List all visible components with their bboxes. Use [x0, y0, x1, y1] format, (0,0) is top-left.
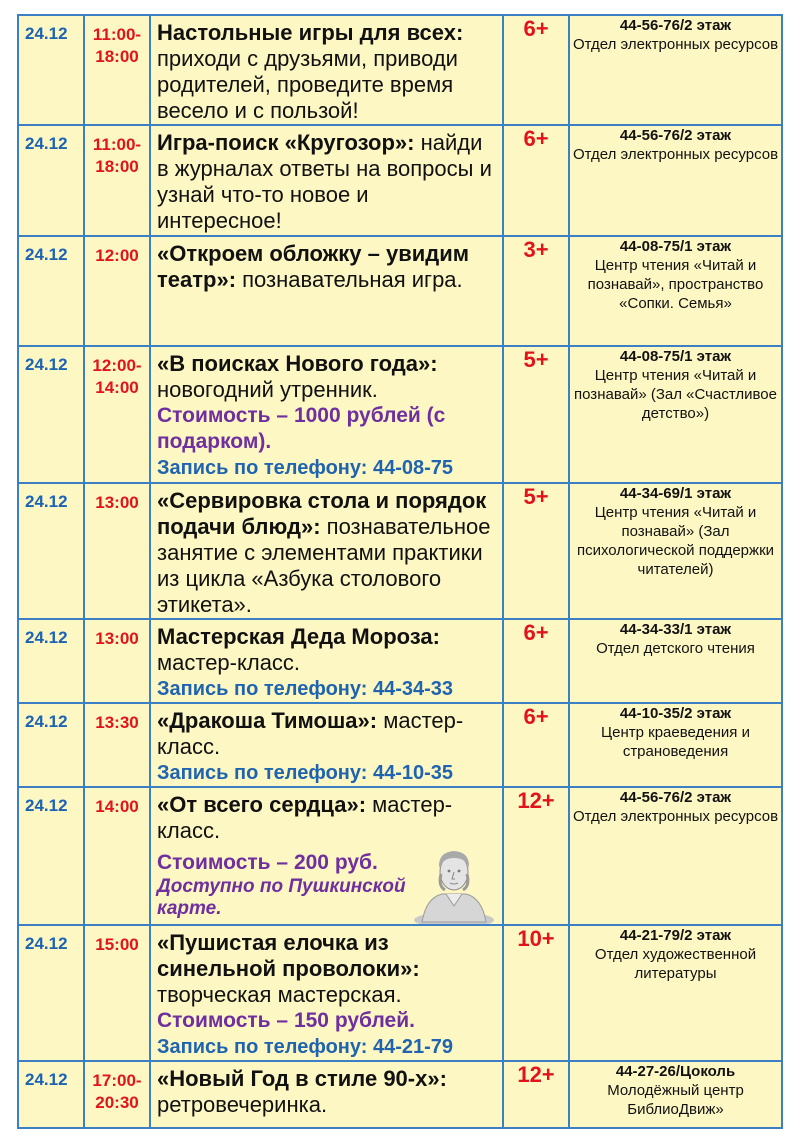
- age-rating: 12+: [503, 787, 569, 925]
- description-cell: [150, 619, 503, 703]
- event-time: 13:00: [95, 629, 139, 648]
- event-text: мастер-класс.: [157, 650, 301, 675]
- location-name: Центр краеведения и страноведения: [601, 724, 750, 760]
- time-cell: [84, 703, 150, 787]
- event-text: новогодний утренник.: [157, 377, 378, 402]
- location-phone: 44-56-76/2 этаж: [619, 127, 732, 144]
- location-cell: [569, 1061, 782, 1128]
- event-text: познавательное занятие с элементами практики из цикла «Азбука столового этикета».: [157, 514, 491, 617]
- event-text: мастер-класс.: [157, 792, 453, 843]
- location-cell: [569, 483, 782, 619]
- event-title: Мастерская Деда Мороза:: [157, 624, 440, 649]
- event-row: [18, 125, 782, 236]
- description-cell: [150, 925, 503, 1061]
- description-cell: [150, 1061, 503, 1128]
- age-rating: 12+: [503, 1061, 569, 1128]
- event-row: [18, 236, 782, 346]
- event-time: 12:00: [95, 246, 139, 265]
- event-time: 11:00-18:00: [92, 25, 142, 66]
- event-title: Настольные игры для всех:: [157, 20, 464, 45]
- age-rating: 10+: [503, 925, 569, 1061]
- location-name: Отдел детского чтения: [596, 640, 755, 657]
- location-name: Отдел электронных ресурсов: [572, 146, 779, 163]
- event-text: творческая мастерская.: [157, 982, 402, 1007]
- time-cell: [84, 483, 150, 619]
- location-name: Центр чтения «Читай и познавай», пространство «Сопки. Семья»: [587, 257, 764, 312]
- event-title: «Дракоша Тимоша»:: [157, 708, 378, 733]
- location-name: Центр чтения «Читай и познавай» (Зал психологической поддержки читателей): [576, 504, 775, 578]
- event-row: [18, 703, 782, 787]
- event-date: 24.12: [25, 492, 68, 511]
- event-price: Стоимость – 150 рублей.: [157, 1009, 415, 1032]
- date-cell: [18, 1061, 84, 1128]
- event-title: «Откроем обложку – увидим театр»:: [157, 241, 470, 292]
- event-date: 24.12: [25, 796, 68, 815]
- event-row: [18, 619, 782, 703]
- location-name: Отдел художественной литературы: [594, 946, 757, 982]
- date-cell: [18, 925, 84, 1061]
- location-name: Центр чтения «Читай и познавай» (Зал «Счастливое детство»): [574, 367, 777, 422]
- event-text: приходи с друзьями, приводи родителей, проведите время весело и с пользой!: [157, 46, 458, 123]
- time-cell: [84, 236, 150, 346]
- date-cell: [18, 483, 84, 619]
- date-cell: [18, 125, 84, 236]
- event-time: 15:00: [95, 935, 139, 954]
- location-phone: 44-08-75/1 этаж: [619, 348, 732, 365]
- event-time: 13:00: [95, 493, 139, 512]
- event-title: «Новый Год в стиле 90-х»:: [157, 1066, 447, 1091]
- event-signup-phone: Запись по телефону: 44-34-33: [157, 678, 454, 700]
- event-price: Стоимость – 200 руб.: [157, 851, 378, 874]
- event-date: 24.12: [25, 24, 68, 43]
- pushkin-bust-icon: [412, 840, 496, 924]
- time-cell: [84, 15, 150, 125]
- location-cell: [569, 236, 782, 346]
- event-row: [18, 787, 782, 925]
- event-date: 24.12: [25, 245, 68, 264]
- location-name: Отдел электронных ресурсов: [572, 36, 779, 53]
- event-title: «В поисках Нового года»:: [157, 351, 438, 376]
- location-cell: [569, 787, 782, 925]
- location-phone: 44-21-79/2 этаж: [619, 927, 732, 944]
- age-rating: 6+: [503, 15, 569, 125]
- event-time: 17:00-20:30: [92, 1071, 142, 1112]
- location-phone: 44-56-76/2 этаж: [619, 17, 732, 34]
- event-text: познавательная игра.: [236, 267, 463, 292]
- description-cell: [150, 236, 503, 346]
- description-cell: [150, 787, 503, 925]
- event-signup-phone: Запись по телефону: 44-21-79: [157, 1036, 454, 1058]
- event-row: [18, 483, 782, 619]
- age-rating: 5+: [503, 483, 569, 619]
- event-title: Игра-поиск «Кругозор»:: [157, 130, 415, 155]
- event-signup-phone: Запись по телефону: 44-08-75: [157, 457, 454, 479]
- description-cell: [150, 703, 503, 787]
- date-cell: [18, 236, 84, 346]
- time-cell: [84, 787, 150, 925]
- location-phone: 44-56-76/2 этаж: [619, 789, 732, 806]
- date-cell: [18, 346, 84, 483]
- event-date: 24.12: [25, 134, 68, 153]
- location-phone: 44-27-26/Цоколь: [615, 1063, 736, 1080]
- date-cell: [18, 15, 84, 125]
- description-cell: [150, 125, 503, 236]
- event-time: 12:00-14:00: [92, 356, 142, 397]
- event-date: 24.12: [25, 355, 68, 374]
- event-title: «От всего сердца»:: [157, 792, 367, 817]
- time-cell: [84, 346, 150, 483]
- location-name: Отдел электронных ресурсов: [572, 808, 779, 825]
- event-price: Стоимость – 1000 рублей (с подарком).: [157, 404, 446, 453]
- location-phone: 44-34-69/1 этаж: [619, 485, 732, 502]
- event-signup-phone: Запись по телефону: 44-10-35: [157, 762, 454, 784]
- age-rating: 6+: [503, 125, 569, 236]
- date-cell: [18, 703, 84, 787]
- pushkin-card-note: Доступно по Пушкинской карте.: [157, 876, 406, 919]
- location-cell: [569, 125, 782, 236]
- event-date: 24.12: [25, 712, 68, 731]
- event-row: [18, 1061, 782, 1128]
- event-time: 14:00: [95, 797, 139, 816]
- age-rating: 6+: [503, 703, 569, 787]
- event-text: мастер-класс.: [157, 708, 464, 759]
- event-date: 24.12: [25, 628, 68, 647]
- location-cell: [569, 703, 782, 787]
- location-cell: [569, 619, 782, 703]
- event-row: [18, 15, 782, 125]
- age-rating: 5+: [503, 346, 569, 483]
- description-cell: [150, 346, 503, 483]
- time-cell: [84, 1061, 150, 1128]
- event-time: 11:00-18:00: [92, 135, 142, 176]
- age-rating: 6+: [503, 619, 569, 703]
- event-text: найди в журналах ответы на вопросы и узнай что-то новое и интересное!: [157, 130, 492, 233]
- date-cell: [18, 619, 84, 703]
- event-date: 24.12: [25, 1070, 68, 1089]
- age-rating: 3+: [503, 236, 569, 346]
- event-text: ретровечеринка.: [157, 1092, 328, 1117]
- location-cell: [569, 15, 782, 125]
- event-date: 24.12: [25, 934, 68, 953]
- time-cell: [84, 925, 150, 1061]
- events-schedule-table: [17, 14, 783, 1129]
- event-title: «Пушистая елочка из синельной проволоки»:: [157, 930, 420, 981]
- location-phone: 44-08-75/1 этаж: [619, 238, 732, 255]
- event-row: [18, 346, 782, 483]
- location-phone: 44-34-33/1 этаж: [619, 621, 732, 638]
- location-phone: 44-10-35/2 этаж: [619, 705, 732, 722]
- description-cell: [150, 15, 503, 125]
- location-name: Молодёжный центр БиблиоДвиж»: [607, 1082, 744, 1118]
- date-cell: [18, 787, 84, 925]
- time-cell: [84, 125, 150, 236]
- location-cell: [569, 925, 782, 1061]
- location-cell: [569, 346, 782, 483]
- event-row: [18, 925, 782, 1061]
- event-title: «Сервировка стола и порядок подачи блюд»:: [157, 488, 487, 539]
- event-time: 13:30: [95, 713, 139, 732]
- time-cell: [84, 619, 150, 703]
- description-cell: [150, 483, 503, 619]
